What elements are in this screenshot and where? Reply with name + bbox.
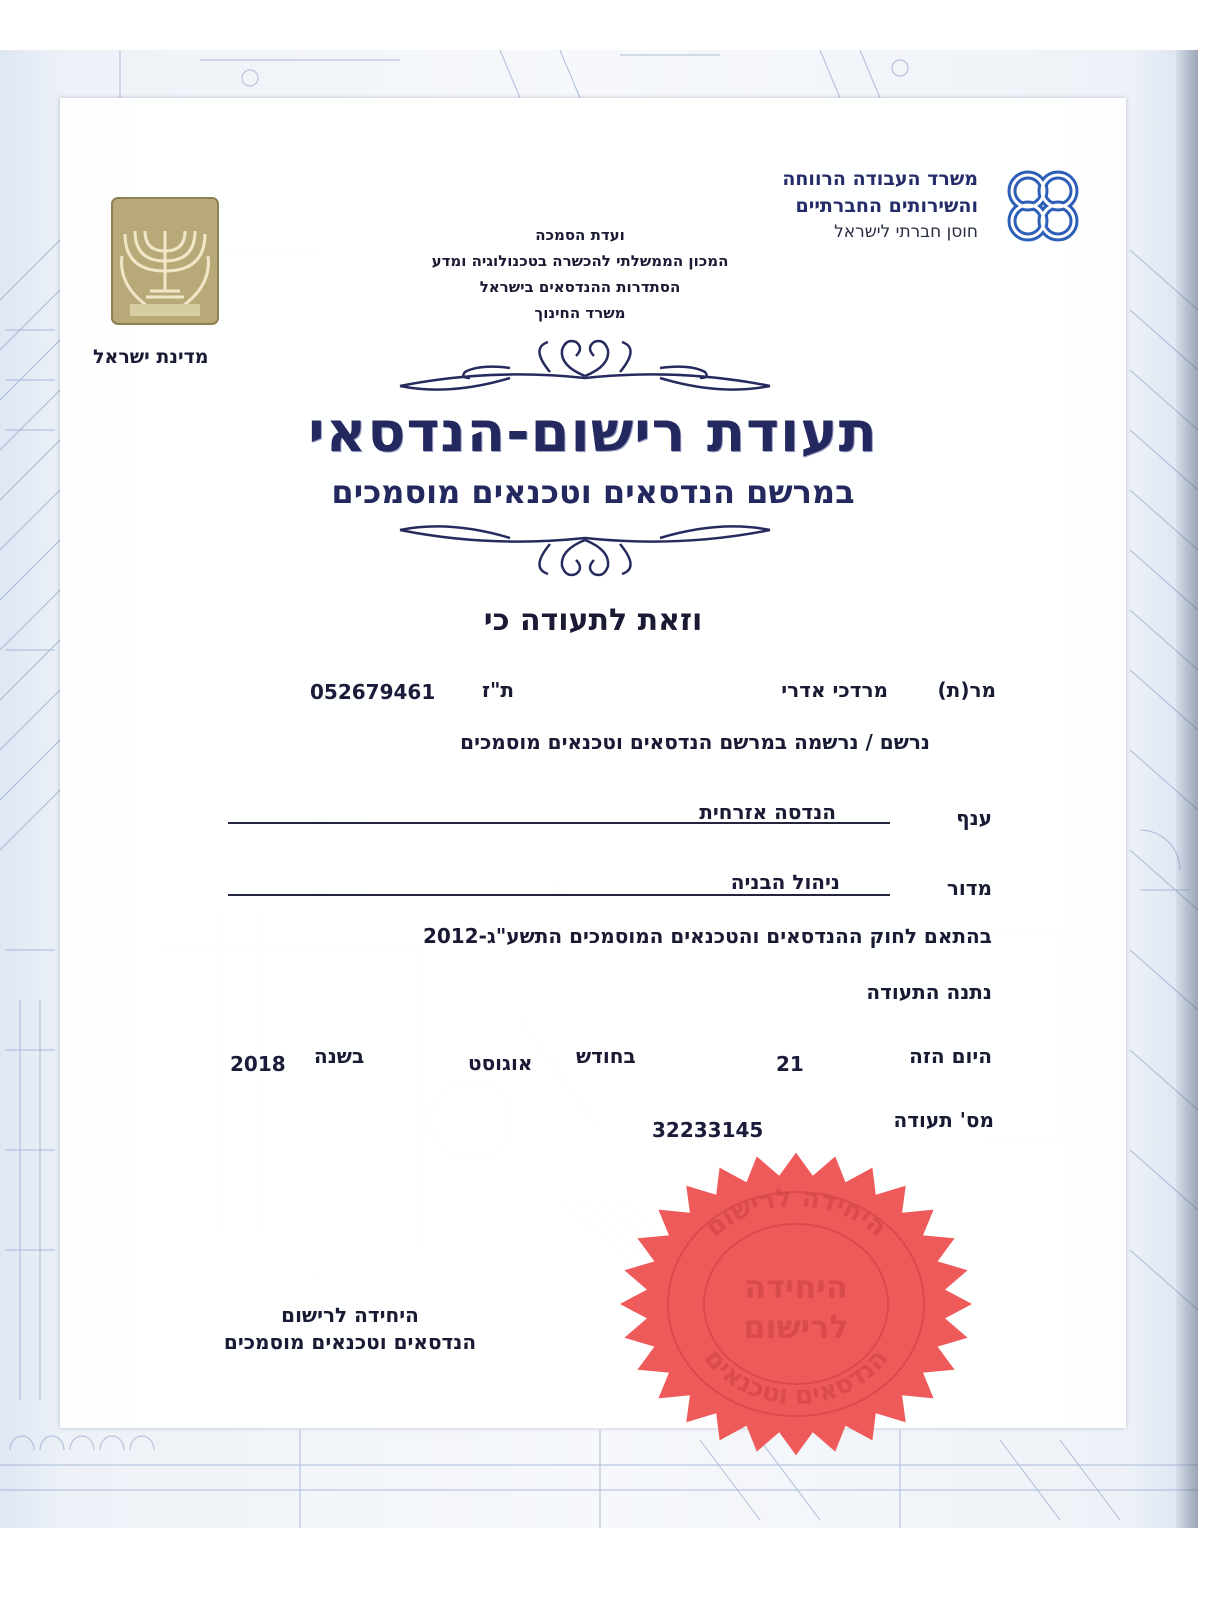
branch-value: הנדסה אזרחית xyxy=(699,800,836,824)
registered-text: נרשם / נרשמה במרשם הנדסאים וטכנאים מוסמכים xyxy=(460,730,930,754)
holder-prefix: מר(ת) xyxy=(937,678,996,702)
issued-text: נתנה התעודה xyxy=(866,980,992,1004)
flourish-ornament-bottom xyxy=(390,516,780,586)
year-value: 2018 xyxy=(230,1052,286,1076)
seal-center-line2: לרישום xyxy=(743,1308,849,1346)
day-label: היום הזה xyxy=(909,1044,992,1068)
certificate xyxy=(60,98,1126,1428)
committee-line4: משרד החינוך xyxy=(534,304,626,322)
branch-label: ענף xyxy=(956,806,992,830)
ministry-name-line1: משרד העבודה הרווחה xyxy=(782,168,978,190)
month-value: אוגוסט xyxy=(468,1051,533,1075)
seal-center-line1: היחידה xyxy=(744,1268,848,1306)
department-underline xyxy=(228,894,890,896)
ministry-logo-icon xyxy=(1003,166,1083,246)
certificate-title: תעודת רישום-הנדסאי xyxy=(308,400,878,465)
id-label: ת"ז xyxy=(482,678,515,702)
holder-name: מרדכי אדרי xyxy=(781,678,888,702)
month-label: בחודש xyxy=(576,1044,636,1068)
year-label: בשנה xyxy=(314,1044,365,1068)
certify-heading: וזאת לתעודה כי xyxy=(483,603,703,638)
ministry-slogan: חוסן חברתי לישראל xyxy=(834,222,978,242)
id-number: 052679461 xyxy=(310,680,436,704)
state-emblem-icon xyxy=(110,196,220,326)
department-label: מדור xyxy=(946,876,992,900)
ministry-name-line2: והשירותים החברתיים xyxy=(795,195,978,217)
unit-signature-line2: הנדסאים וטכנאים מוסמכים xyxy=(223,1330,477,1354)
cert-number-label: מס' תעודה xyxy=(893,1108,994,1132)
department-value: ניהול הבניה xyxy=(730,870,840,894)
cert-number-value: 32233145 xyxy=(652,1118,764,1142)
red-seal-stamp xyxy=(616,1148,976,1458)
seal-ring-bottom-text: הנדסאים וטכנאים xyxy=(697,1343,895,1412)
state-label: מדינת ישראל xyxy=(93,346,209,368)
unit-signature-line1: היחידה לרישום xyxy=(281,1303,419,1327)
committee-line1: ועדת הסמכה xyxy=(535,226,625,244)
seal-ring-top-text: היחידה לרישום xyxy=(699,1182,893,1244)
scanned-page xyxy=(0,50,1198,1528)
flourish-ornament-top xyxy=(390,328,780,398)
committee-line3: הסתדרות ההנדסאים בישראל xyxy=(479,278,681,296)
day-value: 21 xyxy=(776,1052,804,1076)
law-text: בהתאם לחוק ההנדסאים והטכנאים המוסמכים התשע"ג-2012 xyxy=(422,924,992,948)
committee-line2: המכון הממשלתי להכשרה בטכנולוגיה ומדע xyxy=(431,252,729,270)
scan-edge-shadow xyxy=(1176,50,1198,1528)
certificate-subtitle: במרשם הנדסאים וטכנאים מוסמכים xyxy=(331,473,855,511)
